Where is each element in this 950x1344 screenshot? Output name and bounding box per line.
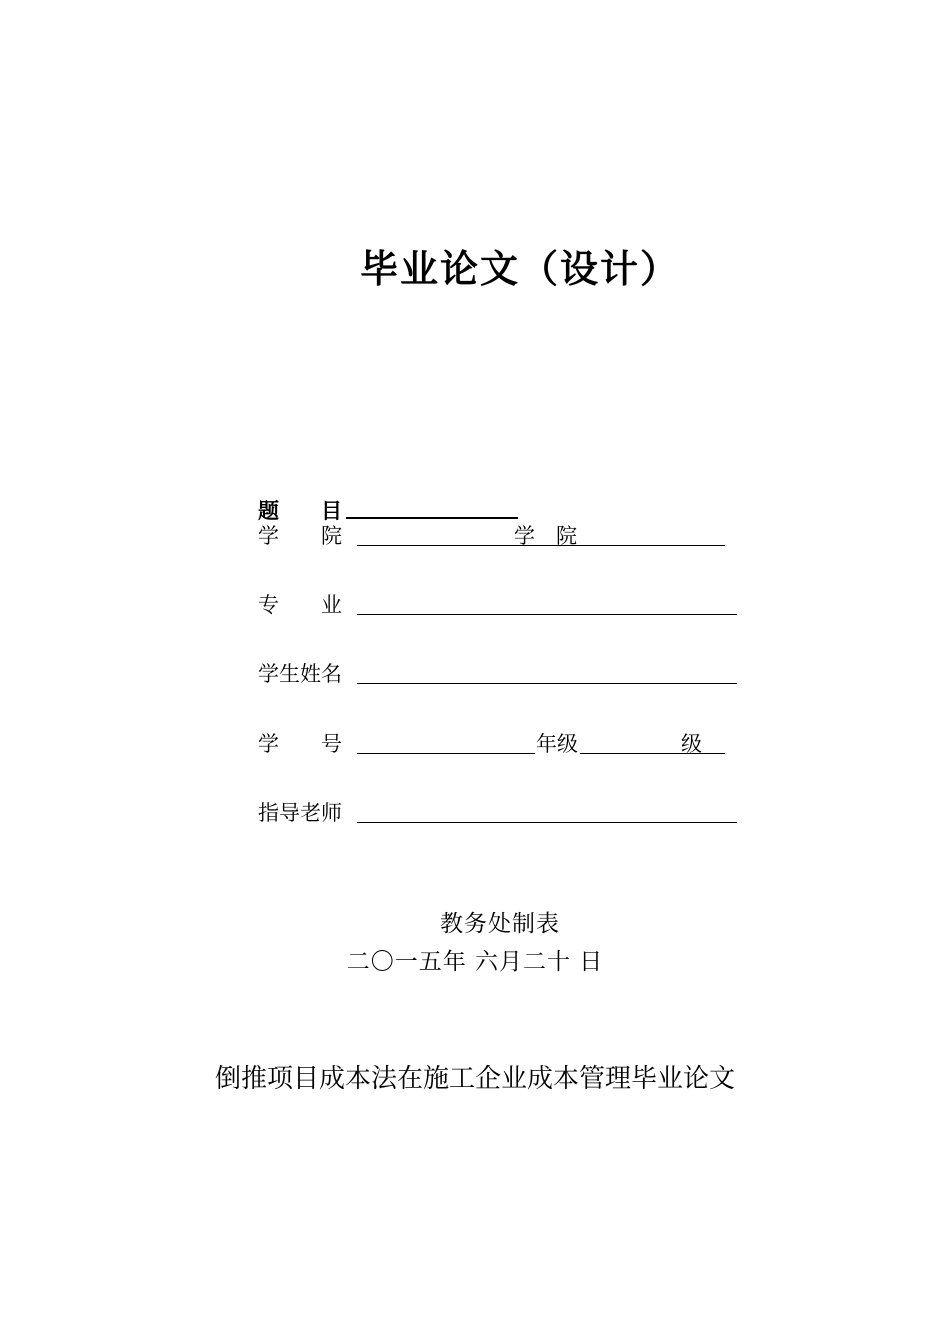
student-id-underline	[357, 753, 535, 754]
issuer-text: 教务处制表	[440, 911, 560, 937]
grade-label: 年级	[536, 732, 578, 756]
grade-underline	[580, 753, 725, 754]
college-label: 学 院	[258, 524, 342, 548]
major-label: 专 业	[258, 593, 342, 617]
date-text: 二〇一五年 六月二十 日	[346, 949, 604, 975]
title-underline	[346, 517, 518, 519]
major-underline	[357, 614, 737, 615]
student-id-label: 学 号	[258, 732, 342, 756]
advisor-underline	[357, 822, 737, 823]
thesis-title: 倒推项目成本法在施工企业成本管理毕业论文	[214, 1064, 735, 1094]
advisor-label: 指导老师	[258, 801, 342, 825]
title-label: 题 目	[258, 499, 342, 523]
main-title: 毕业论文（设计）	[359, 247, 680, 291]
student-name-label: 学生姓名	[258, 662, 342, 686]
college-underline	[357, 545, 725, 546]
student-name-underline	[357, 683, 737, 684]
grade-suffix: 级	[681, 732, 702, 756]
college-value: 学 院	[514, 524, 577, 548]
